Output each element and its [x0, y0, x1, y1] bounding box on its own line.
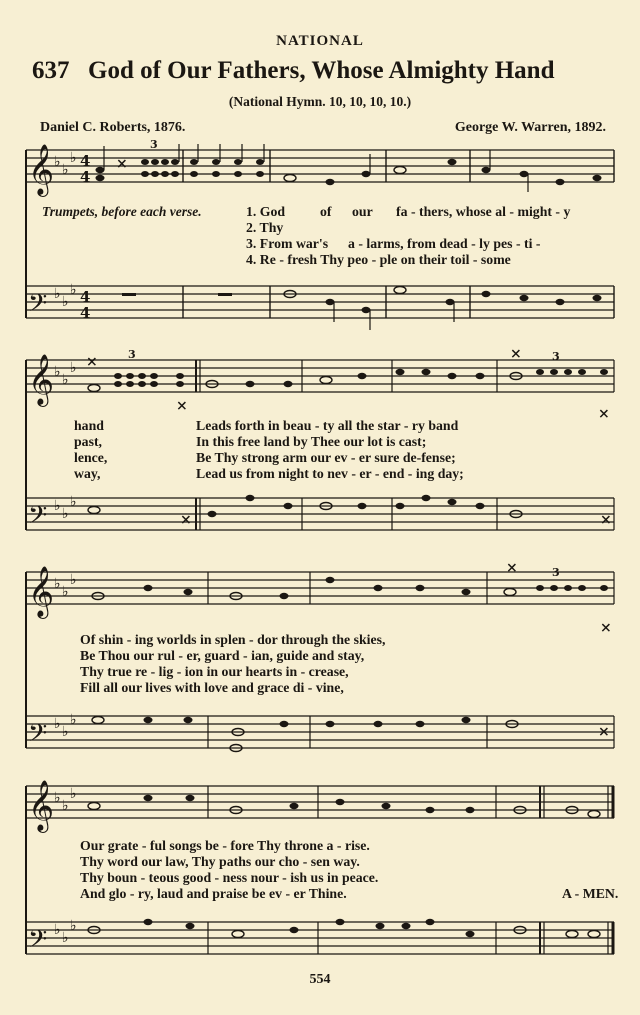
bass-clef-icon: 𝄢	[28, 719, 48, 754]
svg-text:×: ×	[506, 560, 518, 576]
svg-text:♭: ♭	[62, 798, 69, 814]
treble-clef-icon: 𝄞	[28, 780, 55, 831]
svg-text:3: 3	[150, 140, 158, 151]
svg-text:♭: ♭	[70, 572, 77, 588]
verse-3-line-2a: lence,	[74, 450, 108, 465]
verse-3-line-2b: Be Thy strong arm our ev - er sure de-fense;	[196, 450, 456, 465]
svg-text:♭: ♭	[62, 930, 69, 946]
bass-staff	[26, 286, 614, 318]
verse-4-line-2b: Lead us from night to nev - er - end - ing day;	[196, 466, 464, 481]
svg-text:♭: ♭	[70, 494, 77, 510]
whole-rest	[122, 293, 136, 296]
svg-text:♭: ♭	[54, 790, 61, 806]
svg-text:♭: ♭	[54, 154, 61, 170]
hymn-title: God of Our Fathers, Whose Almighty Hand	[88, 57, 555, 84]
bass-clef-icon: 𝄢	[28, 925, 48, 960]
lyrics-system-3	[0, 632, 640, 702]
svg-text:×: ×	[510, 346, 522, 362]
verse-4-line-2a: way,	[74, 466, 101, 481]
svg-text:3: 3	[552, 350, 560, 363]
svg-text:♭: ♭	[62, 506, 69, 522]
verse-3-line-1b: a - larms, from dead - ly pes - ti -	[348, 236, 541, 251]
svg-text:♭: ♭	[54, 286, 61, 302]
composer-credit: George W. Warren, 1892.	[454, 120, 606, 135]
bass-clef-icon: 𝄢	[28, 501, 48, 536]
verse-4-line-4: And glo - ry, laud and praise be ev - er Thine.	[80, 886, 347, 901]
section-label: NATIONAL	[276, 33, 364, 49]
treble-staff	[26, 150, 614, 182]
svg-text:4: 4	[80, 168, 91, 186]
svg-text:3: 3	[128, 348, 136, 361]
lyrics-system-1	[0, 204, 640, 274]
svg-text:×: ×	[86, 354, 98, 370]
svg-text:×: ×	[598, 406, 610, 422]
verse-3-line-3: Thy true re - lig - ion in our hearts in - crease,	[80, 664, 349, 679]
svg-text:♭: ♭	[70, 360, 77, 376]
verse-1-line-1b: of	[320, 204, 332, 219]
svg-text:♭: ♭	[62, 294, 69, 310]
bass-clef-icon: 𝄢	[28, 289, 48, 324]
author-credit: Daniel C. Roberts, 1876.	[40, 120, 186, 135]
verse-1-line-3: Of shin - ing worlds in splen - dor through the skies,	[80, 632, 386, 647]
svg-text:♭: ♭	[62, 724, 69, 740]
performance-instruction: Trumpets, before each verse.	[42, 204, 202, 219]
page-number: 554	[309, 972, 331, 987]
svg-text:×: ×	[600, 620, 612, 636]
verse-2-line-2b: In this free land by Thee our lot is cast;	[196, 434, 427, 449]
svg-text:♭: ♭	[54, 364, 61, 380]
svg-text:×: ×	[598, 724, 610, 740]
verse-1-line-1d: fa - thers, whose al - might - y	[396, 204, 571, 219]
svg-text:4: 4	[80, 304, 91, 322]
svg-text:♭: ♭	[70, 150, 77, 166]
svg-text:3: 3	[552, 566, 560, 579]
lyrics-system-4	[0, 838, 640, 908]
verse-4-line-1: 4. Re - fresh Thy peo - ple on their toil - some	[246, 252, 511, 267]
svg-text:♭: ♭	[62, 162, 69, 178]
svg-text:×: ×	[116, 156, 128, 172]
svg-text:♭: ♭	[62, 372, 69, 388]
verse-4-line-3: Fill all our lives with love and grace di - vine,	[80, 680, 344, 695]
verse-2-line-2a: past,	[74, 434, 102, 449]
verse-1-line-4: Our grate - ful songs be - fore Thy throne a - rise.	[80, 838, 370, 853]
tune-meter: (National Hymn. 10, 10, 10, 10.)	[228, 94, 412, 109]
svg-text:4: 4	[80, 288, 91, 306]
hymn-number: 637	[32, 57, 70, 84]
verse-2-line-4: Thy word our law, Thy paths our cho - sen way.	[80, 854, 360, 869]
svg-text:×: ×	[600, 512, 612, 528]
svg-text:♭: ♭	[54, 576, 61, 592]
svg-text:4: 4	[80, 152, 91, 170]
verse-1-line-1c: our	[352, 204, 373, 219]
verse-3-line-4: Thy boun - teous good - ness nour - ish us in peace.	[80, 870, 379, 885]
verse-2-line-3: Be Thou our rul - er, guard - ian, guide and stay,	[80, 648, 365, 663]
svg-text:♭: ♭	[70, 918, 77, 934]
lyrics-system-2	[0, 418, 640, 488]
treble-clef-icon: 𝄞	[28, 566, 55, 617]
svg-text:♭: ♭	[70, 712, 77, 728]
verse-1-line-1a: 1. God	[246, 204, 286, 219]
verse-1-line-2b: Leads forth in beau - ty all the star - ry band	[196, 418, 459, 433]
svg-text:♭: ♭	[54, 716, 61, 732]
verse-3-line-1a: 3. From war's	[246, 236, 329, 251]
treble-clef-icon: 𝄞	[28, 144, 55, 195]
svg-text:×: ×	[180, 512, 192, 528]
svg-text:♭: ♭	[54, 498, 61, 514]
svg-text:♭: ♭	[54, 922, 61, 938]
verse-1-line-2a: hand	[74, 418, 104, 433]
svg-text:♭: ♭	[70, 282, 77, 298]
treble-clef-icon: 𝄞	[28, 354, 55, 405]
svg-text:×: ×	[176, 398, 188, 414]
svg-text:♭: ♭	[70, 786, 77, 802]
amen: A - MEN.	[562, 886, 619, 901]
svg-text:♭: ♭	[62, 584, 69, 600]
verse-2-line-1: 2. Thy	[246, 220, 284, 235]
